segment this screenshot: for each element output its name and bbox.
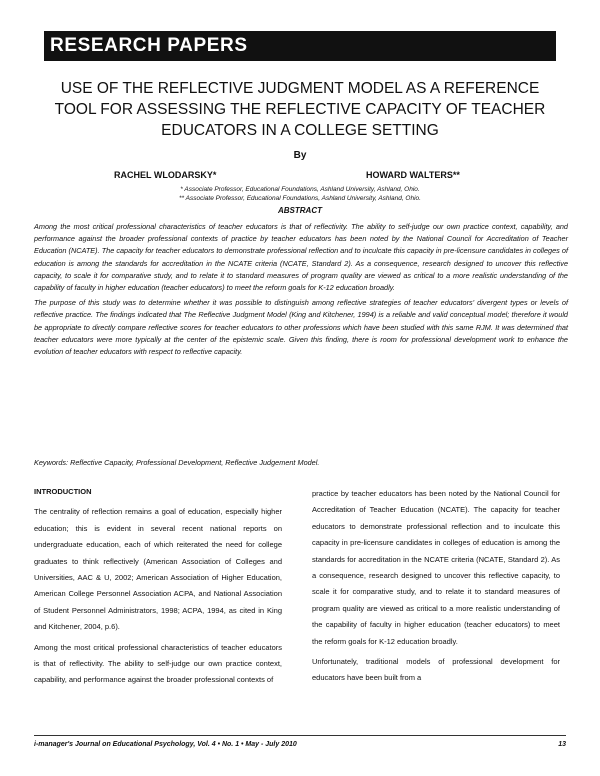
body-paragraph: Unfortunately, traditional models of professional development for educators have been built from a: [312, 657, 560, 683]
abstract-heading: ABSTRACT: [278, 206, 322, 215]
page-footer: [34, 741, 566, 748]
paper-title: USE OF THE REFLECTIVE JUDGMENT MODEL AS A REFERENCE TOOL FOR ASSESSING THE REFLECTIVE CAPACITY OF TEACHER EDUCATORS IN A COLLEGE SETTING: [54, 80, 546, 139]
abstract-paragraph: The purpose of this study was to determine whether it was possible to distinguish among reflective strategies of teacher educators' divergent types or levels of reflective practice. The findings indicated that The Reflective Judgment Model (King and Kitchener, 1994) is a reliable and valid conceptual model; therefore it would be appropriate to directly compare reflective scores for teacher educators to other professions which have been studied with this same RJM. It was determined that teacher educators were more typically at the center of the epistemic scale. Given this finding, there is room for professional development work to enhance the evolution of teacher educators with respect to reflective capacity.: [34, 298, 568, 357]
footer-journal-citation: i-manager's Journal on Educational Psychology, Vol. 4 • No. 1 • May - July 2010: [34, 741, 297, 748]
keywords: Keywords: Reflective Capacity, Professional Development, Reflective Judgement Model.: [34, 458, 320, 467]
affiliation-1: * Associate Professor, Educational Foundations, Ashland University, Ashland, Ohio.: [180, 186, 420, 193]
body-column-left: [34, 484, 282, 693]
footer-divider: [34, 735, 566, 736]
abstract-paragraph: Among the most critical professional characteristics of teacher educators is that of reflectivity. The ability to self-judge our own practice context, capability, and performance against the broader professional contexts of practice by teacher educators has been noted by the National Council for Accreditation of Teacher Education (NCATE). The capacity for teacher educators to demonstrate professional reflection and to inculcate this capacity in pre-licensure candidates in colleges of education is among the standards for accreditation in the NCATE criteria (NCATE, Standard 2). As a consequence, research designed to uncover this reflective capacity, to scale it for comparative study, and to relate it to standard measures of program quality are viewed as critical to a more realistic understanding of the capability of faculty in higher education (teacher educators) to meet the reform goals for K-12 education broadly.: [34, 222, 568, 293]
byline: By: [293, 150, 307, 161]
section-banner: [44, 31, 556, 61]
body-paragraph: Among the most critical professional characteristics of teacher educators is that of reflectivity. The ability to self-judge our own practice context, capability, and performance against the broader professional contexts of: [34, 642, 282, 685]
page-number: 13: [558, 741, 566, 748]
author-1: RACHEL WLODARSKY*: [114, 170, 217, 180]
body-paragraph: practice by teacher educators has been noted by the National Council for Accreditation of Teacher Education (NCATE). The capacity for teacher educators to demonstrate professional reflection and to inculcate this capacity in pre-licensure candidates in colleges of education is among the standards for accreditation in the NCATE criteria (NCATE, Standard 2). As a consequence, research designed to uncover this reflective capacity, to scale it for comparative study, and to relate it to standard measures of program quality are viewed as critical to a more realistic understanding of the capability of faculty in higher education (teacher educators) to meet the reform goals for K-12 education broadly.: [312, 489, 560, 646]
affiliation-2: ** Associate Professor, Educational Foundations, Ashland University, Ashland, Ohio.: [179, 195, 421, 202]
abstract: [34, 221, 568, 361]
body-paragraph: The centrality of reflection remains a goal of education, especially higher education; this is evident in several recent national reports on undergraduate education, each of which reiterated the need for college graduates to think reflectively (American Association of Colleges and Universities, AAC & U, 2002; American Association of Higher Education, American College Personnel Association ACPA, and National Association of Student Personnel Administrators, 1998; ACPA, 1994, as cited in King and Kitchener, 2004, p.6).: [34, 507, 282, 632]
author-2: HOWARD WALTERS**: [366, 170, 460, 180]
body-column-right: [312, 486, 560, 691]
section-banner-label: RESEARCH PAPERS: [50, 35, 248, 56]
section-heading-introduction: INTRODUCTION: [34, 487, 92, 496]
